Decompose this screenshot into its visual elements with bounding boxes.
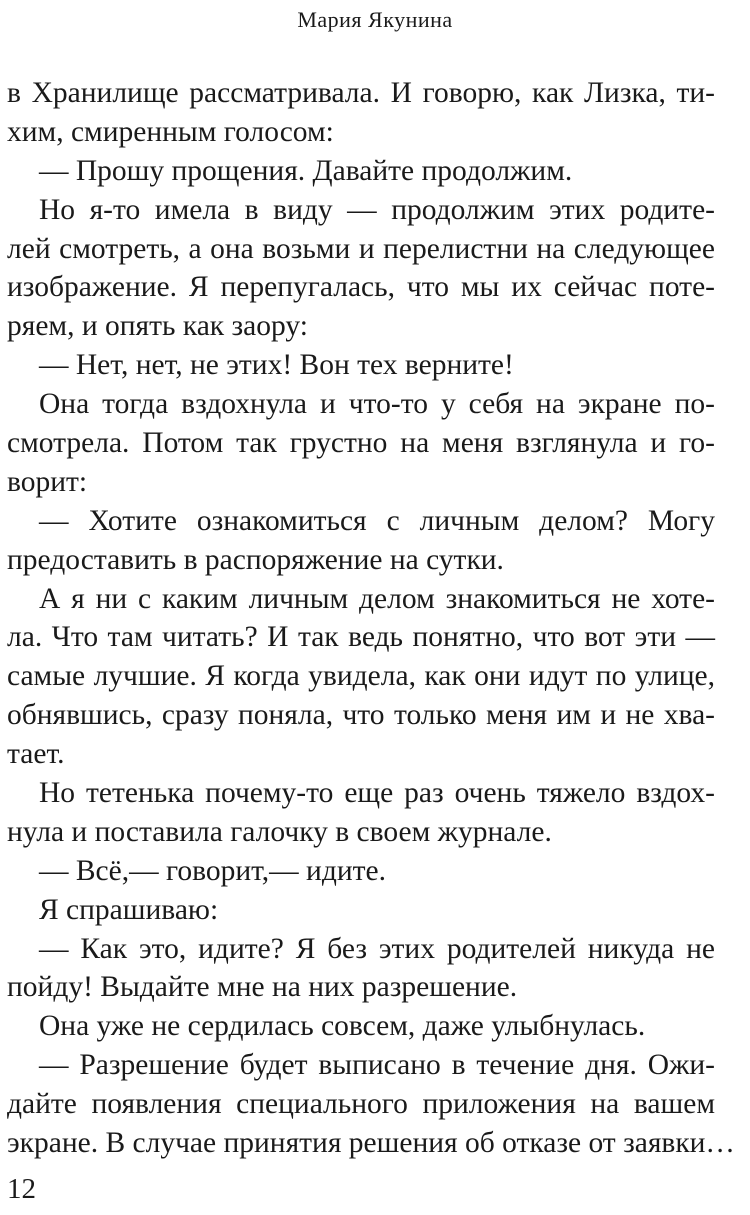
text-line: — Нет, нет, не этих! Вон тех верните!	[39, 349, 514, 382]
text-line: обнявшись, сразу поняла, что только меня им и не хва-	[7, 699, 715, 732]
text-line: — Прошу прощения. Давайте продолжим.	[39, 154, 573, 187]
text-line: — Хотите ознакомиться с личным делом? Могу	[39, 504, 715, 537]
text-line: — Как это, идите? Я без этих родителей никуда не	[39, 932, 715, 965]
text-line: изображение. Я перепугалась, что мы их сейчас поте-	[7, 271, 715, 304]
text-line: нула и поставила галочку в своем журнале.	[7, 815, 552, 848]
text-line: пойду! Выдайте мне на них разрешение.	[7, 971, 518, 1004]
text-line: Она тогда вздохнула и что-то у себя на экране по-	[39, 388, 715, 421]
text-line: смотрела. Потом так грустно на меня взглянула и го-	[7, 427, 715, 460]
page-number: 12	[7, 1173, 36, 1205]
text-line: хим, смиренным голосом:	[7, 115, 334, 148]
text-line: самые лучшие. Я когда увидела, как они идут по улице,	[7, 660, 715, 693]
text-line: Но тетенька почему-то еще раз очень тяжело вздох-	[39, 777, 715, 810]
text-line: А я ни с каким личным делом знакомиться не хоте-	[39, 582, 715, 615]
text-line: Я спрашиваю:	[39, 893, 219, 926]
text-line: — Разрешение будет выписано в течение дня. Ожи-	[39, 1049, 715, 1082]
body-text	[7, 74, 735, 1163]
running-head: Мария Якунина	[297, 7, 453, 32]
text-line: Она уже не сердилась совсем, даже улыбнулась.	[39, 1010, 646, 1043]
text-line: ряем, и опять как заору:	[7, 310, 308, 343]
text-line: Но я-то имела в виду — продолжим этих родите-	[39, 193, 715, 226]
text-line: ворит:	[7, 465, 88, 498]
text-line: тает.	[7, 738, 65, 771]
text-line: в Хранилище рассматривала. И говорю, как Лизка, ти-	[7, 77, 715, 109]
text-line: лей смотреть, а она возьми и перелистни на следующее	[7, 232, 715, 265]
text-line: ла. Что там читать? И так ведь понятно, что вот эти —	[7, 621, 715, 654]
text-line: — Всё,— говорит,— идите.	[39, 854, 386, 887]
text-line: предоставить в распоряжение на сутки.	[7, 543, 504, 576]
text-line: экране. В случае принятия решения об отказе от заявки…	[7, 1127, 735, 1160]
text-line: дайте появления специального приложения на вашем	[7, 1088, 715, 1121]
